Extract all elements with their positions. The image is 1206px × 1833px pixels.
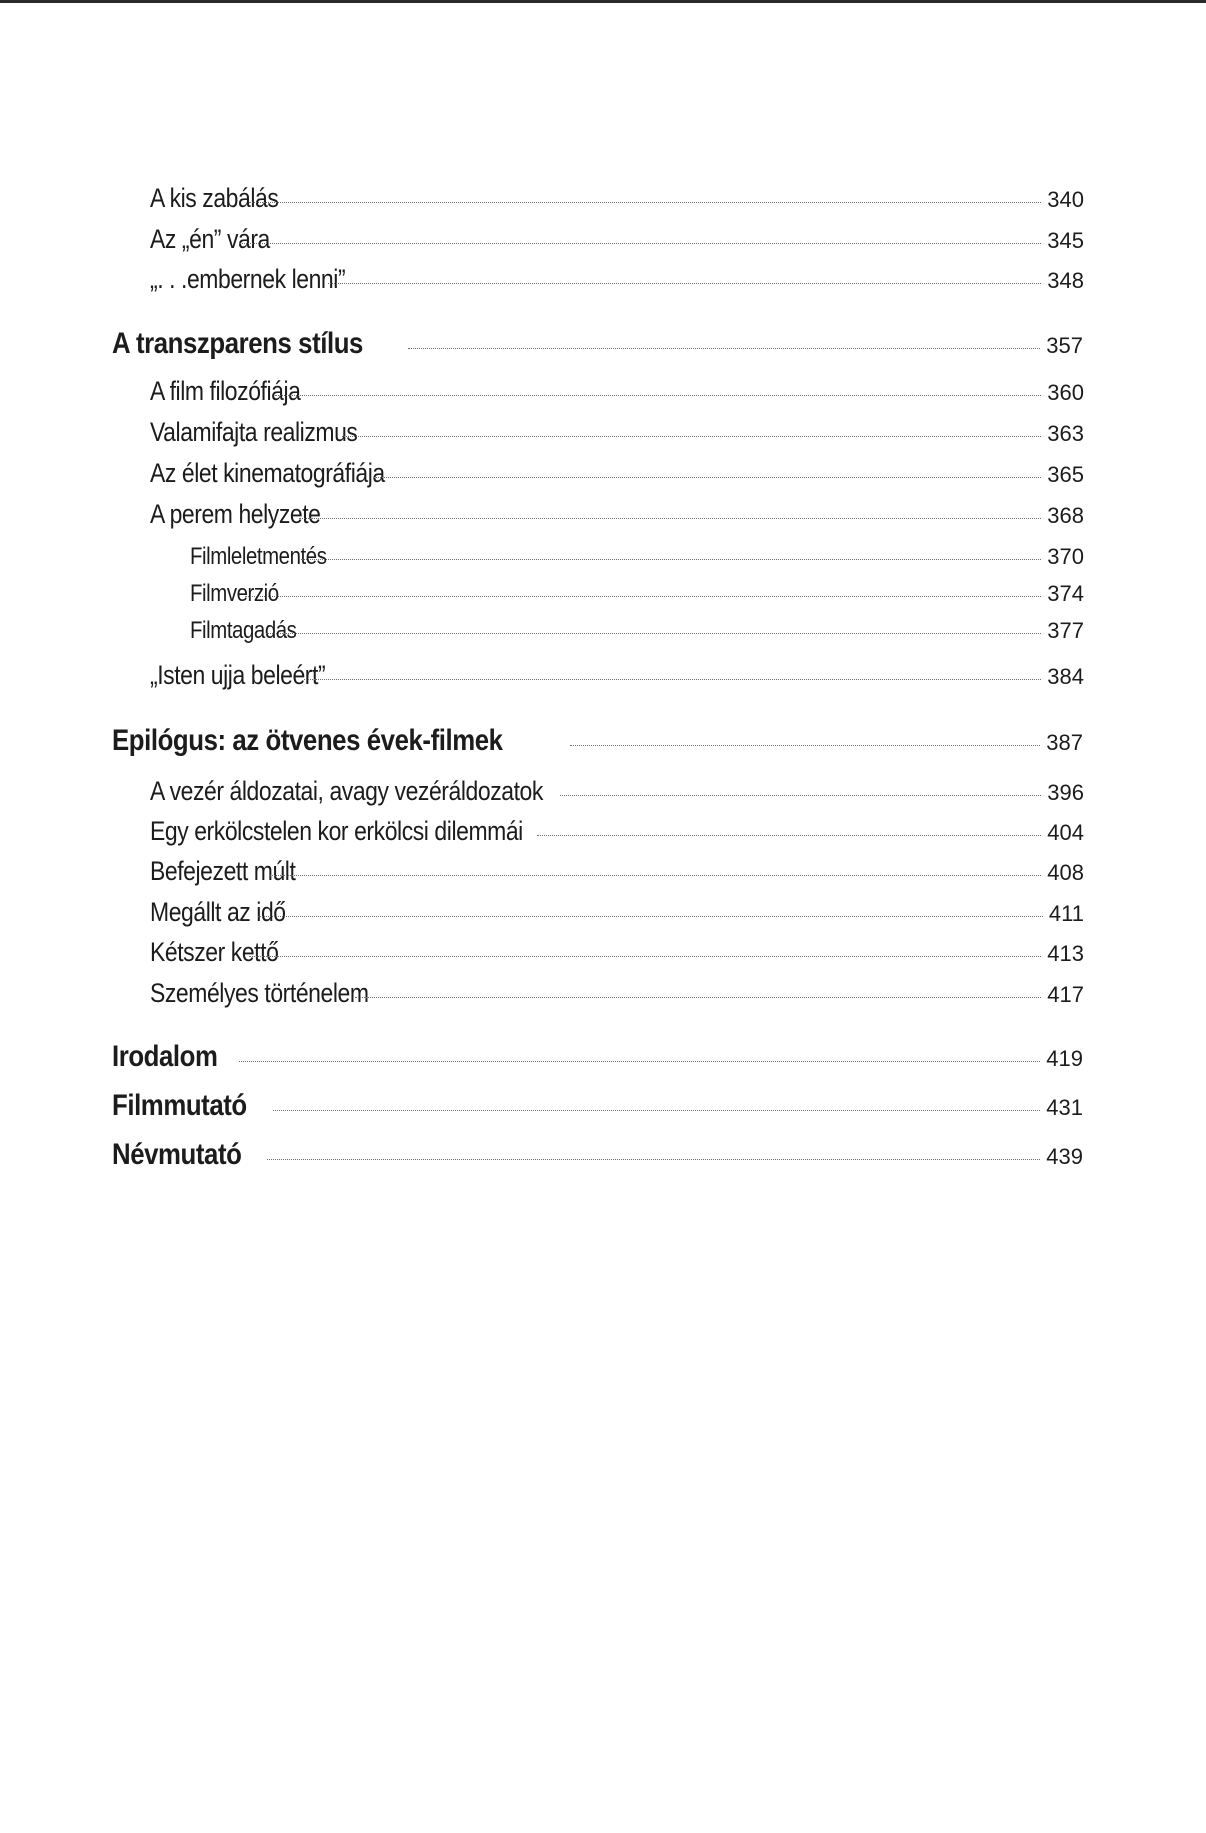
toc-entry-page: 396 [1047, 780, 1084, 805]
toc-entry-title: Egy erkölcstelen kor erkölcsi dilemmái [150, 816, 523, 846]
toc-entry-page: 377 [1047, 618, 1084, 643]
toc-entry-filmtagadas[interactable] [190, 617, 1084, 645]
toc-entry-filmleletmentes[interactable] [190, 543, 1084, 571]
dot-leader [258, 916, 1043, 917]
toc-part-nevmutato[interactable] [112, 1138, 1083, 1172]
toc-part-page: 439 [1046, 1144, 1083, 1169]
dot-leader [570, 745, 1040, 746]
dot-leader [355, 997, 1041, 998]
toc-part-page: 419 [1046, 1046, 1083, 1071]
toc-entry-title: Kétszer kettő [150, 937, 279, 967]
toc-entry-title: „. . .embernek lenni” [150, 264, 346, 294]
toc-part-page: 431 [1046, 1095, 1083, 1120]
toc-part-title: Epilógus: az ötvenes évek-filmek [112, 724, 503, 757]
toc-entry-page: 417 [1047, 982, 1084, 1007]
toc-entry-page: 348 [1047, 268, 1084, 293]
toc-entry-az-en-vara[interactable] [150, 224, 1084, 255]
toc-entry-title: A perem helyzete [150, 499, 321, 529]
toc-part-epilogus[interactable] [112, 724, 1083, 758]
toc-entry-page: 384 [1047, 664, 1084, 689]
toc-entry-megallt-az-ido[interactable] [150, 897, 1084, 928]
toc-part-irodalom[interactable] [112, 1040, 1083, 1074]
dot-leader [245, 596, 1042, 597]
toc-entry-valamifajta-realizmus[interactable] [150, 417, 1084, 448]
toc-entry-title: A film filozófiája [150, 376, 301, 406]
toc-entry-title: A vezér áldozatai, avagy vezéráldozatok [150, 776, 543, 806]
toc-entry-page: 413 [1047, 941, 1084, 966]
dot-leader [266, 633, 1042, 634]
toc-entry-ketszer-ketto[interactable] [150, 937, 1084, 968]
toc-entry-page: 340 [1047, 187, 1084, 212]
toc-part-page: 357 [1046, 333, 1083, 358]
toc-entry-title: Filmverzió [190, 580, 279, 607]
dot-leader [328, 283, 1042, 284]
dot-leader [249, 202, 1041, 203]
toc-entry-title: A kis zabálás [150, 183, 279, 213]
toc-entry-page: 368 [1047, 503, 1084, 528]
dot-leader [342, 436, 1041, 437]
toc-entry-az-elet-kinematografiaja[interactable] [150, 458, 1084, 489]
toc-entry-page: 408 [1047, 860, 1084, 885]
toc-entry-page: 374 [1047, 581, 1084, 606]
toc-entry-title: Filmtagadás [190, 617, 297, 644]
toc-entry-title: Filmleletmentés [190, 543, 327, 570]
toc-entry-a-film-filozofiaja[interactable] [150, 376, 1084, 407]
toc-part-title: Névmutató [112, 1138, 242, 1171]
toc-entry-page: 411 [1048, 901, 1084, 926]
toc-entry-title: Az „én” vára [150, 224, 270, 254]
dot-leader [269, 875, 1041, 876]
dot-leader [267, 1159, 1041, 1160]
toc-entry-isten-ujja-beleert[interactable] [150, 660, 1084, 691]
toc-entry-filmverzio[interactable] [190, 580, 1084, 608]
toc-entry-page: 345 [1047, 228, 1084, 253]
dot-leader [408, 348, 1040, 349]
dot-leader [239, 243, 1041, 244]
toc-part-title: Irodalom [112, 1040, 218, 1073]
toc-entry-page: 370 [1047, 544, 1084, 569]
toc-part-a-transzparens-stilus[interactable] [112, 327, 1083, 361]
toc-entry-title: Az élet kinematográfiája [150, 458, 385, 488]
toc-entry-title: „Isten ujja beleért” [150, 660, 326, 690]
dot-leader [239, 1061, 1041, 1062]
toc-entry-page: 365 [1047, 462, 1084, 487]
toc-part-title: A transzparens stílus [112, 327, 363, 360]
dot-leader [273, 1110, 1041, 1111]
toc-entry-title: Befejezett múlt [150, 856, 296, 886]
toc-entry-title: Személyes történelem [150, 978, 369, 1008]
dot-leader [249, 956, 1041, 957]
dot-leader [304, 679, 1041, 680]
toc-entry-a-kis-zabalas[interactable] [150, 183, 1084, 214]
toc-part-filmmutato[interactable] [112, 1089, 1083, 1123]
toc-entry-befejezett-mult[interactable] [150, 856, 1084, 887]
toc-entry-embernek-lenni[interactable] [150, 264, 1084, 295]
dot-leader [275, 395, 1041, 396]
toc-entry-page: 404 [1047, 820, 1084, 845]
toc-entry-page: 363 [1047, 421, 1084, 446]
dot-leader [560, 795, 1041, 796]
toc-entry-a-vezer-aldozatai[interactable] [150, 776, 1084, 807]
dot-leader [299, 518, 1042, 519]
toc-entry-szemelyes-tortenelem[interactable] [150, 978, 1084, 1009]
dot-leader [374, 477, 1041, 478]
toc-part-page: 387 [1046, 730, 1083, 755]
dot-leader [537, 835, 1042, 836]
toc-entry-title: Megállt az idő [150, 897, 286, 927]
toc-part-title: Filmmutató [112, 1089, 247, 1122]
toc-entry-page: 360 [1047, 380, 1084, 405]
toc-entry-egy-erkolcstelen-kor[interactable] [150, 816, 1084, 847]
dot-leader [301, 559, 1041, 560]
toc-entry-a-perem-helyzete[interactable] [150, 499, 1084, 530]
toc-entry-title: Valamifajta realizmus [150, 417, 358, 447]
